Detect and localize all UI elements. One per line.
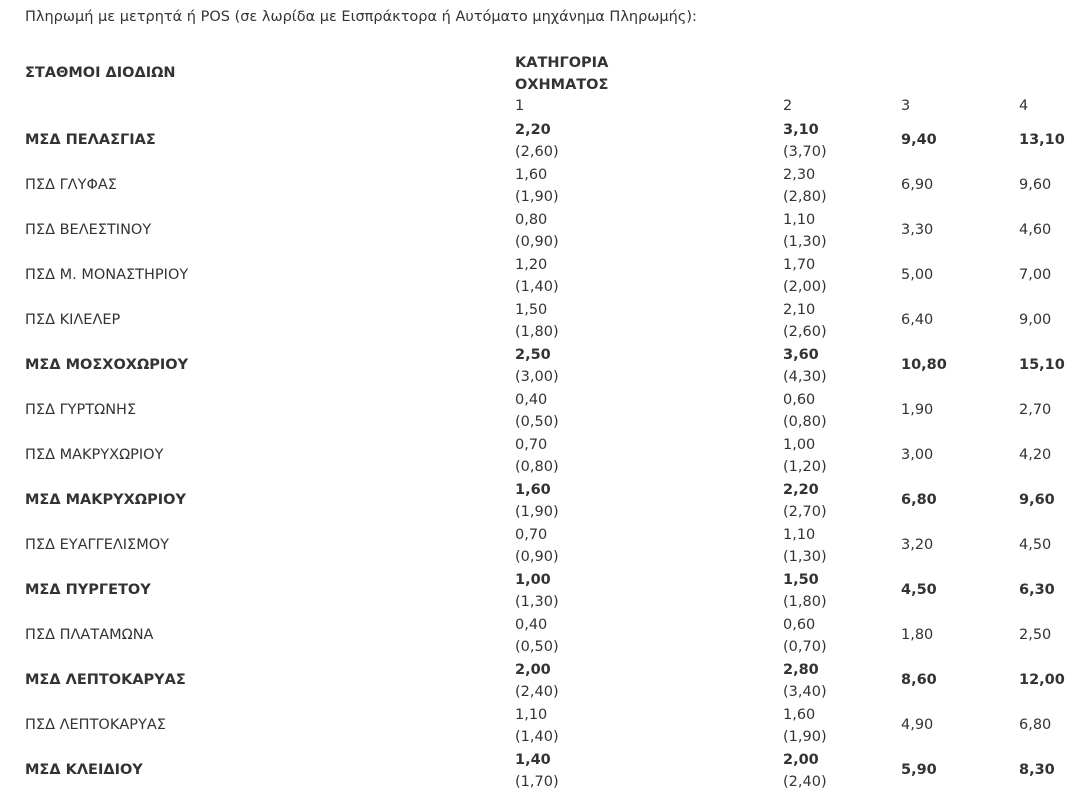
cat2-price-cell [783, 209, 827, 253]
table-row [0, 254, 1080, 299]
cat1-price: 0,70 [515, 527, 548, 543]
cat2-price: 0,60 [783, 617, 816, 633]
cat2-price-cell [783, 389, 827, 433]
cat2-price: 1,10 [783, 527, 816, 543]
table-row [0, 164, 1080, 209]
cat1-price-cell [515, 524, 559, 568]
station-name: ΠΣΔ ΓΛΥΦΑΣ [25, 177, 117, 193]
cat2-price-cell [783, 344, 827, 388]
cat2-price-cell [783, 119, 827, 163]
cat2-price-cell [783, 569, 827, 613]
table-row [0, 119, 1080, 164]
cat4-price: 7,00 [1019, 267, 1052, 283]
station-name: ΜΣΔ ΚΛΕΙΔΙΟΥ [25, 762, 143, 778]
cat2-price-alt: (2,00) [783, 279, 827, 295]
cat1-price: 1,50 [515, 302, 548, 318]
cat3-price: 8,60 [901, 672, 937, 688]
cat2-price: 1,50 [783, 572, 819, 588]
station-name: ΠΣΔ ΓΥΡΤΩΝΗΣ [25, 402, 137, 418]
cat3-price: 10,80 [901, 357, 947, 373]
header-category-line2: ΟΧΗΜΑΤΟΣ [515, 77, 609, 93]
cat1-price-alt: (1,30) [515, 594, 559, 610]
cat1-price: 1,60 [515, 482, 551, 498]
cat2-price: 1,00 [783, 437, 816, 453]
cat1-price-alt: (0,90) [515, 234, 559, 250]
table-row [0, 389, 1080, 434]
cat2-price-cell [783, 479, 827, 523]
cat2-price: 2,20 [783, 482, 819, 498]
toll-table-body [0, 119, 1080, 794]
cat2-price-alt: (0,80) [783, 414, 827, 430]
table-row [0, 209, 1080, 254]
cat1-price-cell [515, 254, 559, 298]
station-name: ΠΣΔ ΜΑΚΡΥΧΩΡΙΟΥ [25, 447, 164, 463]
cat1-price-alt: (1,90) [515, 189, 559, 205]
cat1-price-cell [515, 704, 559, 748]
intro-text: Πληρωμή με μετρητά ή POS (σε λωρίδα με Εισπράκτορα ή Αυτόματο μηχάνημα Πληρωμής): [25, 9, 697, 25]
cat1-price-alt: (1,40) [515, 729, 559, 745]
cat3-price: 5,90 [901, 762, 937, 778]
cat1-price-cell [515, 389, 559, 433]
table-row [0, 299, 1080, 344]
cat2-price-cell [783, 614, 827, 658]
header-cat-2: 2 [783, 98, 793, 114]
cat1-price: 1,60 [515, 167, 548, 183]
cat2-price: 2,00 [783, 752, 819, 768]
cat2-price: 0,60 [783, 392, 816, 408]
cat2-price-alt: (1,30) [783, 234, 827, 250]
station-name: ΠΣΔ ΠΛΑΤΑΜΩΝΑ [25, 627, 154, 643]
cat1-price-cell [515, 479, 559, 523]
cat2-price: 3,10 [783, 122, 819, 138]
header-cat-3: 3 [901, 98, 911, 114]
cat3-price: 6,40 [901, 312, 934, 328]
cat4-price: 4,60 [1019, 222, 1052, 238]
cat4-price: 2,70 [1019, 402, 1052, 418]
cat1-price: 1,20 [515, 257, 548, 273]
cat3-price: 3,30 [901, 222, 934, 238]
cat4-price: 13,10 [1019, 132, 1065, 148]
cat1-price-cell [515, 659, 559, 703]
cat2-price: 1,10 [783, 212, 816, 228]
cat3-price: 6,80 [901, 492, 937, 508]
cat1-price-alt: (0,80) [515, 459, 559, 475]
cat2-price: 1,60 [783, 707, 816, 723]
cat1-price-cell [515, 209, 559, 253]
station-name: ΜΣΔ ΛΕΠΤΟΚΑΡΥΑΣ [25, 672, 186, 688]
station-name: ΠΣΔ ΚΙΛΕΛΕΡ [25, 312, 121, 328]
table-row [0, 614, 1080, 659]
cat2-price-cell [783, 164, 827, 208]
cat2-price-alt: (0,70) [783, 639, 827, 655]
cat2-price: 2,10 [783, 302, 816, 318]
cat3-price: 3,00 [901, 447, 934, 463]
cat1-price-cell [515, 749, 559, 793]
cat4-price: 6,30 [1019, 582, 1055, 598]
cat1-price-alt: (1,40) [515, 279, 559, 295]
table-row [0, 434, 1080, 479]
cat2-price-cell [783, 749, 827, 793]
station-name: ΜΣΔ ΜΑΚΡΥΧΩΡΙΟΥ [25, 492, 186, 508]
station-name: ΠΣΔ Μ. ΜΟΝΑΣΤΗΡΙΟΥ [25, 267, 189, 283]
cat2-price-cell [783, 434, 827, 478]
cat1-price-alt: (2,60) [515, 144, 559, 160]
cat1-price: 2,00 [515, 662, 551, 678]
cat2-price-alt: (3,40) [783, 684, 827, 700]
cat2-price-cell [783, 659, 827, 703]
cat2-price-alt: (1,30) [783, 549, 827, 565]
cat1-price-alt: (1,80) [515, 324, 559, 340]
cat4-price: 8,30 [1019, 762, 1055, 778]
cat2-price: 2,80 [783, 662, 819, 678]
header-vehicle-category [515, 52, 635, 96]
cat3-price: 9,40 [901, 132, 937, 148]
cat4-price: 2,50 [1019, 627, 1052, 643]
cat2-price-alt: (1,20) [783, 459, 827, 475]
cat4-price: 12,00 [1019, 672, 1065, 688]
cat2-price-cell [783, 299, 827, 343]
cat3-price: 6,90 [901, 177, 934, 193]
table-row [0, 569, 1080, 614]
cat1-price: 0,40 [515, 617, 548, 633]
cat4-price: 9,60 [1019, 492, 1055, 508]
cat1-price: 2,50 [515, 347, 551, 363]
cat1-price-alt: (0,90) [515, 549, 559, 565]
cat4-price: 9,00 [1019, 312, 1052, 328]
cat2-price-cell [783, 524, 827, 568]
cat2-price: 3,60 [783, 347, 819, 363]
header-station: ΣΤΑΘΜΟΙ ΔΙΟΔΙΩΝ [25, 65, 176, 81]
table-row [0, 749, 1080, 794]
table-row [0, 479, 1080, 524]
cat1-price: 0,70 [515, 437, 548, 453]
cat1-price-alt: (2,40) [515, 684, 559, 700]
cat1-price: 1,40 [515, 752, 551, 768]
cat3-price: 4,90 [901, 717, 934, 733]
station-name: ΜΣΔ ΠΕΛΑΣΓΙΑΣ [25, 132, 156, 148]
station-name: ΠΣΔ ΒΕΛΕΣΤΙΝΟΥ [25, 222, 152, 238]
table-row [0, 704, 1080, 749]
cat1-price-alt: (0,50) [515, 639, 559, 655]
table-row [0, 659, 1080, 704]
table-row [0, 524, 1080, 569]
table-row [0, 344, 1080, 389]
cat3-price: 1,90 [901, 402, 934, 418]
cat1-price: 0,80 [515, 212, 548, 228]
cat1-price-cell [515, 344, 559, 388]
cat2-price-alt: (4,30) [783, 369, 827, 385]
cat1-price-cell [515, 119, 559, 163]
cat4-price: 9,60 [1019, 177, 1052, 193]
cat1-price-cell [515, 569, 559, 613]
cat2-price-alt: (1,90) [783, 729, 827, 745]
cat1-price-cell [515, 164, 559, 208]
cat4-price: 4,50 [1019, 537, 1052, 553]
cat2-price: 1,70 [783, 257, 816, 273]
cat4-price: 6,80 [1019, 717, 1052, 733]
cat3-price: 1,80 [901, 627, 934, 643]
cat2-price-cell [783, 254, 827, 298]
cat3-price: 5,00 [901, 267, 934, 283]
cat1-price: 1,00 [515, 572, 551, 588]
header-cat-4: 4 [1019, 98, 1029, 114]
cat2-price-alt: (2,40) [783, 774, 827, 790]
cat3-price: 4,50 [901, 582, 937, 598]
cat2-price-alt: (2,70) [783, 504, 827, 520]
cat1-price: 2,20 [515, 122, 551, 138]
cat2-price-alt: (2,60) [783, 324, 827, 340]
station-name: ΜΣΔ ΜΟΣΧΟΧΩΡΙΟΥ [25, 357, 189, 373]
header-category-line1: ΚΑΤΗΓΟΡΙΑ [515, 55, 609, 71]
cat1-price-cell [515, 614, 559, 658]
cat4-price: 15,10 [1019, 357, 1065, 373]
cat2-price-cell [783, 704, 827, 748]
cat2-price-alt: (1,80) [783, 594, 827, 610]
cat1-price-alt: (3,00) [515, 369, 559, 385]
cat1-price-alt: (1,70) [515, 774, 559, 790]
cat2-price-alt: (2,80) [783, 189, 827, 205]
station-name: ΜΣΔ ΠΥΡΓΕΤΟΥ [25, 582, 151, 598]
cat2-price: 2,30 [783, 167, 816, 183]
cat1-price: 1,10 [515, 707, 548, 723]
cat1-price-cell [515, 434, 559, 478]
header-cat-1: 1 [515, 98, 525, 114]
station-name: ΠΣΔ ΛΕΠΤΟΚΑΡΥΑΣ [25, 717, 166, 733]
cat4-price: 4,20 [1019, 447, 1052, 463]
cat3-price: 3,20 [901, 537, 934, 553]
cat1-price: 0,40 [515, 392, 548, 408]
cat1-price-alt: (0,50) [515, 414, 559, 430]
station-name: ΠΣΔ ΕΥΑΓΓΕΛΙΣΜΟΥ [25, 537, 169, 553]
cat1-price-cell [515, 299, 559, 343]
cat1-price-alt: (1,90) [515, 504, 559, 520]
cat2-price-alt: (3,70) [783, 144, 827, 160]
